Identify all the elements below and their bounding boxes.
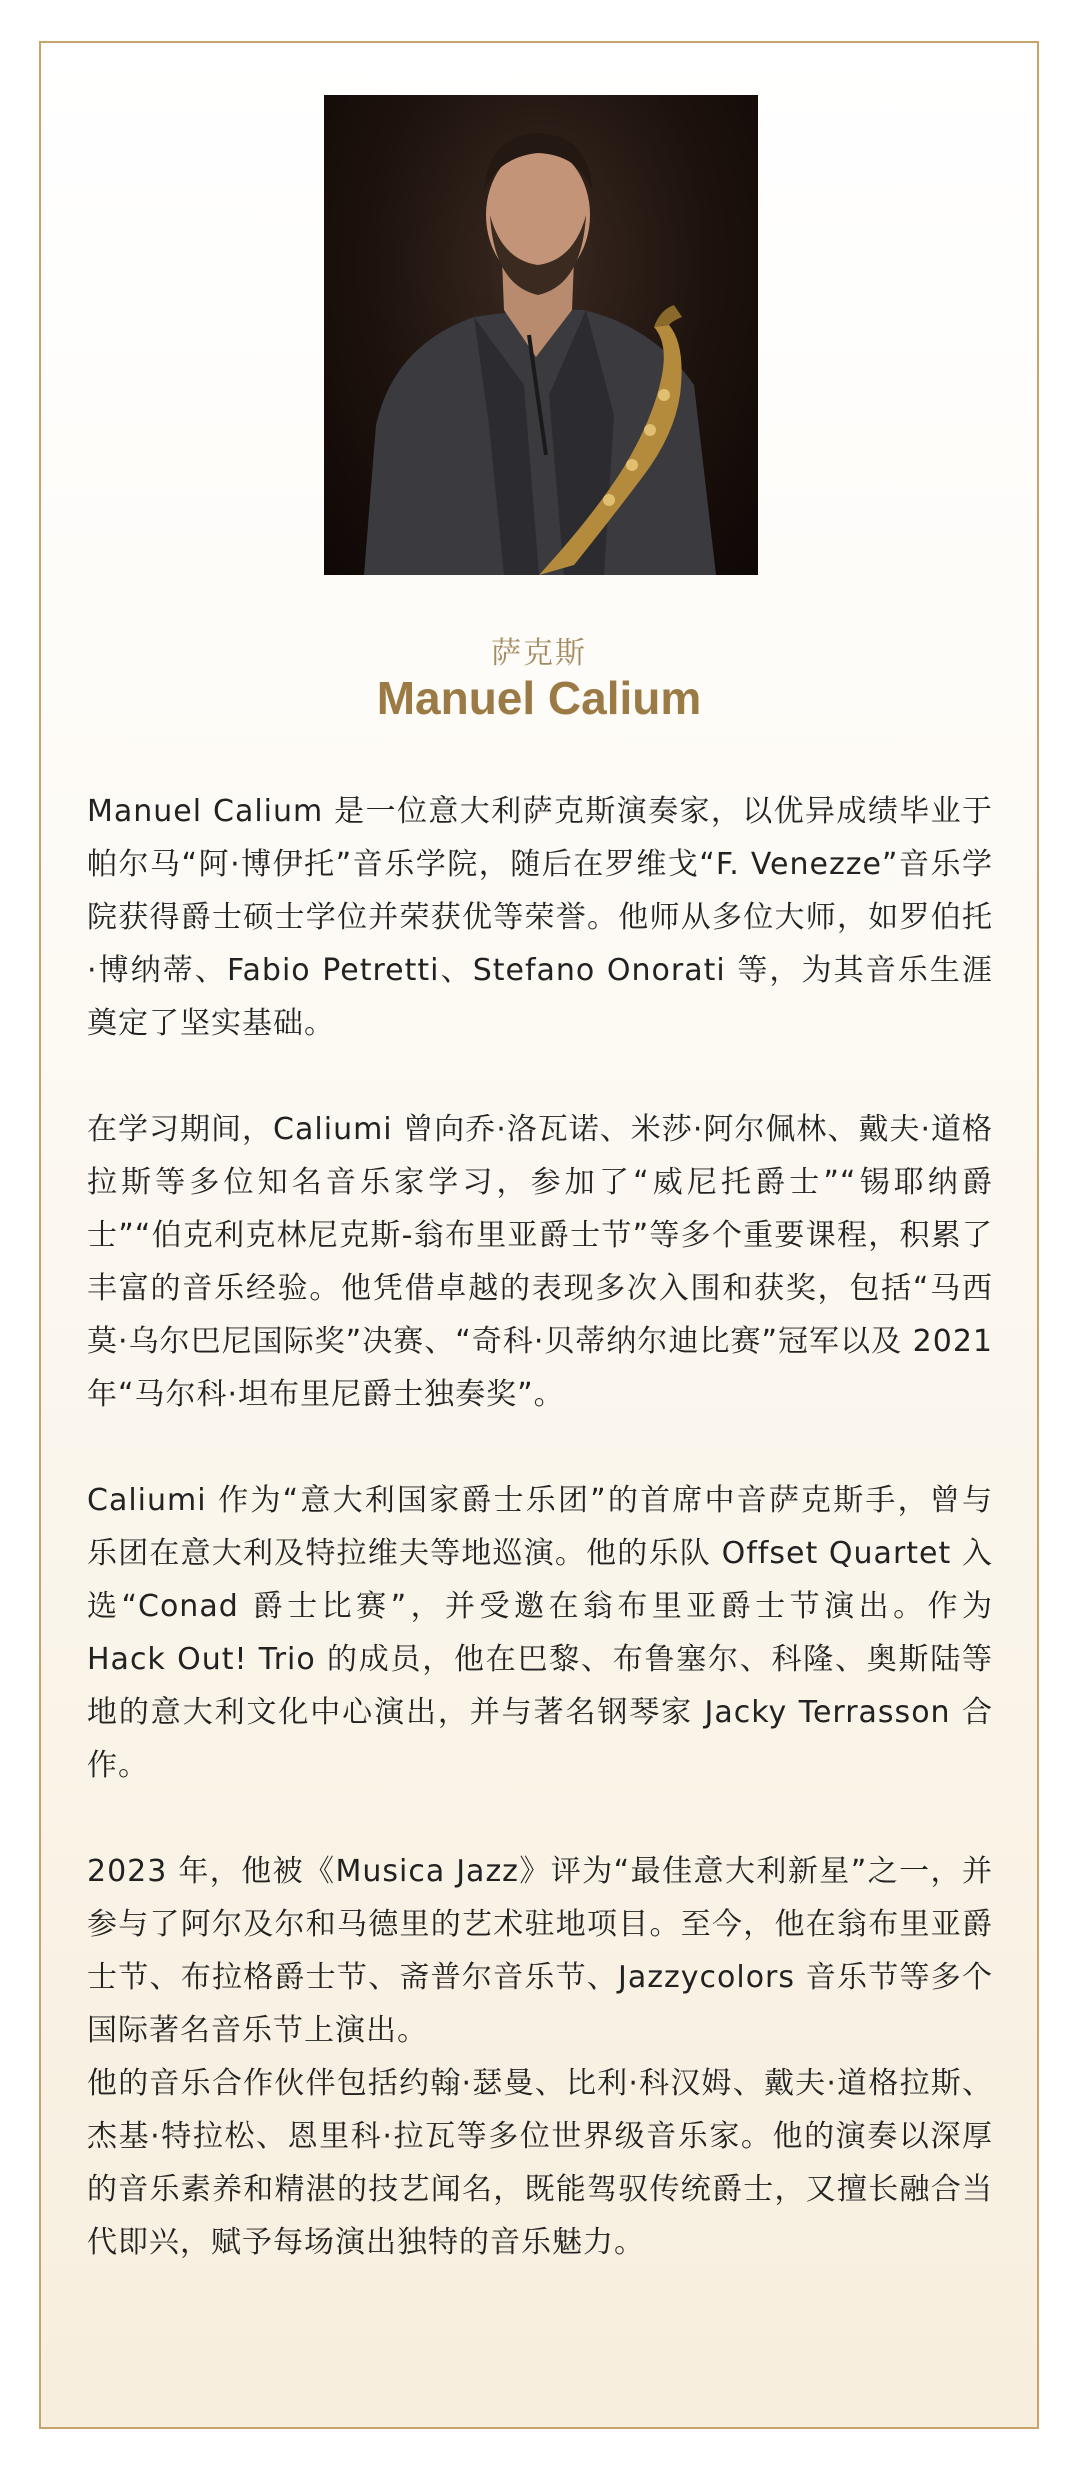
bio-paragraph-education: Manuel Calium 是一位意大利萨克斯演奏家，以优异成绩毕业于帕尔马“阿·博伊托”音乐学院，随后在罗维戈“F. Venezze”音乐学院获得爵士硕士学位并荣获优等荣誉。他师从多位大师，如罗伯托·博纳蒂、Fabio Petretti、Stefano Onorati 等，为其音乐生涯奠定了坚实基础。 xyxy=(87,794,993,1041)
bio-paragraph-collaborators: 他的音乐合作伙伴包括约翰·瑟曼、比利·科汉姆、戴夫·道格拉斯、杰基·特拉松、恩里科·拉瓦等多位世界级音乐家。他的演奏以深厚的音乐素养和精湛的技艺闻名，既能驾驭传统爵士，又擅长融合当代即兴，赋予每场演出独特的音乐魅力。 xyxy=(87,2066,993,2260)
bio-paragraph-recognition: 2023 年，他被《Musica Jazz》评为“最佳意大利新星”之一，并参与了阿尔及尔和马德里的艺术驻地项目。至今，他在翁布里亚爵士节、布拉格爵士节、斋普尔音乐节、Jazzycolors 音乐节等多个国际著名音乐节上演出。 xyxy=(87,1854,993,2048)
musician-portrait-image xyxy=(324,95,758,575)
instrument-label: 萨克斯 xyxy=(491,636,587,671)
musician-photo xyxy=(324,95,758,575)
biography xyxy=(87,785,993,2269)
bio-card xyxy=(39,41,1039,2429)
musician-name: Manuel Calium xyxy=(376,672,702,724)
bio-paragraph-ensembles: Caliumi 作为“意大利国家爵士乐团”的首席中音萨克斯手，曾与乐团在意大利及特拉维夫等地巡演。他的乐队 Offset Quartet 入选“Conad 爵士比赛”，并受邀在翁布里亚爵士节演出。作为 Hack Out! Trio 的成员，他在巴黎、布鲁塞尔、科隆、奥斯陆等地的意大利文化中心演出，并与著名钢琴家 Jacky Terrasson 合作。 xyxy=(87,1483,993,1783)
bio-paragraph-studies-awards: 在学习期间，Caliumi 曾向乔·洛瓦诺、米莎·阿尔佩林、戴夫·道格拉斯等多位知名音乐家学习，参加了“威尼托爵士”“锡耶纳爵士”“伯克利克林尼克斯-翁布里亚爵士节”等多个重要课程，积累了丰富的音乐经验。他凭借卓越的表现多次入围和获奖，包括“马西莫·乌尔巴尼国际奖”决赛、“奇科·贝蒂纳尔迪比赛”冠军以及 2021 年“马尔科·坦布里尼爵士独奏奖”。 xyxy=(87,1112,993,1412)
